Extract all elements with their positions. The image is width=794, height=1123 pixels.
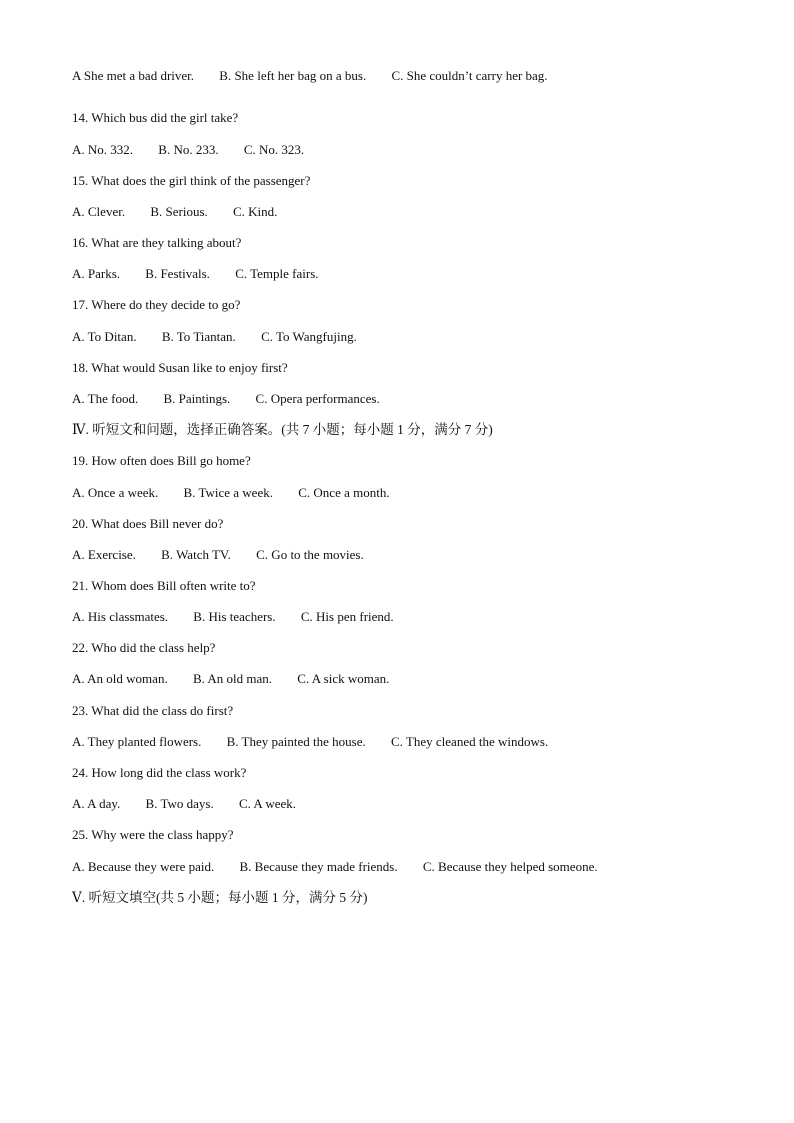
question-15: 15. What does the girl think of the passenger? [72, 173, 311, 188]
option-c: C. They cleaned the windows. [391, 734, 549, 749]
option-b: B. They painted the house. [226, 734, 366, 749]
option-b: B. Two days. [145, 796, 214, 811]
option-b: B. She left her bag on a bus. [219, 68, 367, 83]
question-14: 14. Which bus did the girl take? [72, 110, 239, 125]
option-c: C. A week. [238, 796, 297, 811]
options-row-q25 [72, 859, 598, 875]
option-b: B. Festivals. [145, 266, 210, 281]
option-a: A. Clever. [72, 204, 126, 219]
options-row-q22 [72, 671, 389, 687]
option-b: B. Serious. [150, 204, 208, 219]
options-row-q15 [72, 204, 277, 220]
option-c: C. She couldn’t carry her bag. [391, 68, 548, 83]
option-a: A. No. 332. [72, 142, 134, 157]
question-23: 23. What did the class do first? [72, 703, 234, 718]
options-row-q16 [72, 266, 319, 282]
option-a: A. An old woman. [72, 671, 168, 686]
option-b: B. His teachers. [193, 609, 276, 624]
option-c: C. No. 323. [243, 142, 305, 157]
option-c: C. Because they helped someone. [422, 859, 598, 874]
question-16: 16. What are they talking about? [72, 235, 242, 250]
options-row-q18 [72, 391, 380, 407]
options-row-q17 [72, 329, 357, 345]
question-17: 17. Where do they decide to go? [72, 297, 241, 312]
option-a: A. His classmates. [72, 609, 169, 624]
option-a: A. Once a week. [72, 485, 159, 500]
option-a: A. To Ditan. [72, 329, 137, 344]
option-b: B. Because they made friends. [239, 859, 398, 874]
option-b: B. To Tiantan. [161, 329, 236, 344]
section-heading-v: Ⅴ. 听短文填空(共 5 小题；每小题 1 分，满分 5 分) [72, 890, 368, 905]
options-row-q14 [72, 142, 304, 158]
option-c: C. Opera performances. [255, 391, 380, 406]
options-row-q23 [72, 734, 548, 750]
options-row-q20 [72, 547, 364, 563]
option-b: B. Paintings. [163, 391, 231, 406]
option-c: C. Go to the movies. [256, 547, 364, 562]
option-a: A. They planted flowers. [72, 734, 202, 749]
option-a: A. The food. [72, 391, 139, 406]
options-row-q13 [72, 68, 548, 84]
option-b: B. An old man. [192, 671, 273, 686]
option-a: A. Because they were paid. [72, 859, 215, 874]
question-19: 19. How often does Bill go home? [72, 453, 251, 468]
option-b: B. Twice a week. [183, 485, 273, 500]
question-20: 20. What does Bill never do? [72, 516, 224, 531]
question-22: 22. Who did the class help? [72, 640, 216, 655]
question-25: 25. Why were the class happy? [72, 827, 234, 842]
question-18: 18. What would Susan like to enjoy first? [72, 360, 288, 375]
options-row-q21 [72, 609, 394, 625]
option-a: A She met a bad driver. [72, 68, 195, 83]
option-c: C. Once a month. [298, 485, 390, 500]
question-24: 24. How long did the class work? [72, 765, 247, 780]
option-b: B. No. 233. [158, 142, 219, 157]
options-row-q19 [72, 485, 390, 501]
option-a: A. A day. [72, 796, 121, 811]
option-c: C. To Wangfujing. [261, 329, 357, 344]
option-b: B. Watch TV. [161, 547, 231, 562]
option-c: C. His pen friend. [300, 609, 394, 624]
option-a: A. Exercise. [72, 547, 136, 562]
question-21: 21. Whom does Bill often write to? [72, 578, 256, 593]
option-c: C. A sick woman. [297, 671, 390, 686]
option-c: C. Temple fairs. [235, 266, 319, 281]
section-heading-iv: Ⅳ. 听短文和问题，选择正确答案。(共 7 小题；每小题 1 分，满分 7 分) [72, 422, 493, 437]
option-c: C. Kind. [233, 204, 278, 219]
options-row-q24 [72, 796, 296, 812]
option-a: A. Parks. [72, 266, 121, 281]
